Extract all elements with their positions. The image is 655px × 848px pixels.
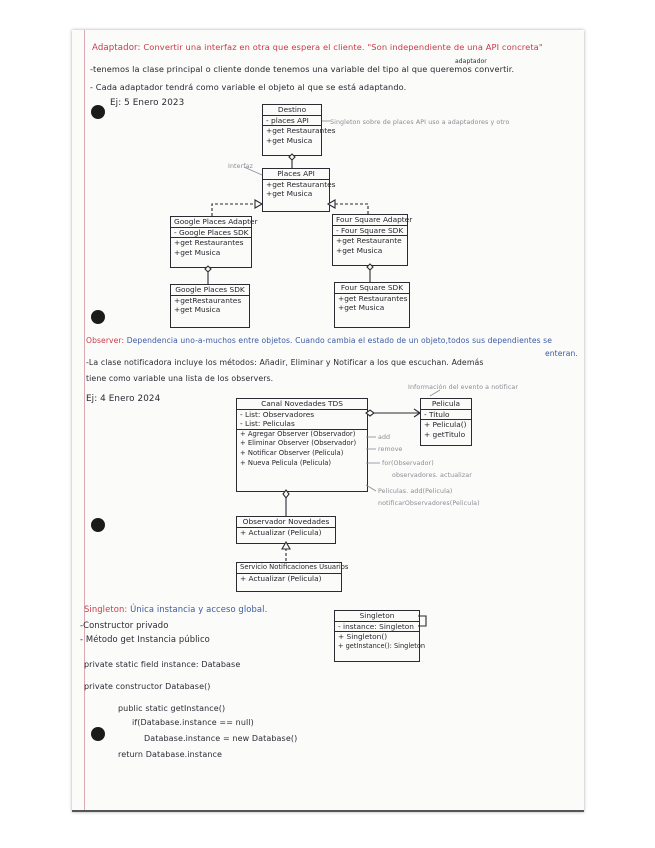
class-method: + getInstance(): Singleton bbox=[338, 641, 426, 650]
class-title: Servicio Notificaciones Usuarios bbox=[240, 563, 349, 571]
class-title: Singleton bbox=[359, 611, 395, 620]
class-method: +get Musica bbox=[266, 189, 313, 199]
class-servicio-notificaciones bbox=[236, 562, 349, 592]
singleton-code-line: private constructor Database() bbox=[84, 682, 211, 691]
class-method: +get Restaurante bbox=[336, 236, 402, 246]
observer-note: observadores. actualizar bbox=[392, 472, 472, 479]
class-foursquare-adapter bbox=[332, 214, 413, 266]
adapter-note-interface: Interfaz bbox=[228, 163, 253, 170]
class-method: + Notificar Observer (Pelicula) bbox=[240, 448, 344, 457]
class-title: Google Places SDK bbox=[175, 285, 245, 294]
singleton-code-line: public static getInstance() bbox=[118, 704, 226, 713]
singleton-code-line: return Database.instance bbox=[118, 750, 223, 759]
class-method: +get Restaurantes bbox=[266, 126, 336, 136]
singleton-definition: Única instancia y acceso global. bbox=[130, 604, 268, 614]
class-method: + Actualizar (Pelicula) bbox=[240, 573, 322, 583]
class-destino bbox=[262, 104, 336, 156]
class-attribute: - Four Square SDK bbox=[336, 225, 404, 235]
class-title: Observador Novedades bbox=[242, 517, 330, 526]
class-method: +get Musica bbox=[174, 305, 221, 315]
singleton-code-line: private static field instance: Database bbox=[84, 660, 241, 669]
class-method: + Actualizar (Pelicula) bbox=[240, 527, 322, 537]
class-attribute: - Titulo bbox=[424, 409, 450, 419]
margin-line bbox=[84, 30, 85, 810]
class-attribute: - instance: Singleton bbox=[338, 621, 414, 631]
adapter-line2: - Cada adaptador tendrá como variable el objeto al que se está adaptando. bbox=[90, 82, 407, 92]
class-observador-novedades bbox=[236, 516, 336, 544]
observer-definition-end: enteran. bbox=[545, 349, 578, 358]
class-method: + Nueva Pelicula (Pelicula) bbox=[240, 458, 332, 467]
class-title: Google Places Adapter bbox=[174, 217, 258, 226]
class-attribute: - List: Observadores bbox=[240, 409, 315, 419]
class-method: + Eliminar Observer (Observador) bbox=[240, 439, 357, 448]
class-method: +get Restaurantes bbox=[174, 238, 244, 248]
class-method: +get Musica bbox=[174, 247, 221, 257]
class-method: + Agregar Observer (Observador) bbox=[240, 429, 356, 438]
adapter-definition: Convertir una interfaz en otra que espera el cliente. "Son independiente de una API concreta" bbox=[143, 42, 543, 52]
class-method: + getTitulo bbox=[424, 429, 466, 439]
class-title: Pelicula bbox=[431, 399, 461, 408]
class-title: Four Square Adapter bbox=[336, 215, 413, 224]
class-pelicula bbox=[420, 398, 472, 446]
observer-line2: tiene como variable una lista de los observers. bbox=[86, 374, 274, 383]
punch-hole bbox=[91, 727, 105, 741]
singleton-line2: - Método get Instancia público bbox=[80, 634, 210, 644]
observer-note: Peliculas. add(Pelicula) bbox=[378, 488, 453, 495]
class-title: Four Square SDK bbox=[340, 283, 404, 292]
class-canal-novedades bbox=[236, 398, 368, 492]
singleton-section bbox=[84, 604, 267, 614]
observer-note-info: Información del evento a notificar bbox=[408, 384, 519, 391]
singleton-line1: -Constructor privado bbox=[80, 620, 169, 630]
class-method: + Pelicula() bbox=[424, 420, 467, 430]
class-method: +get Restaurantes bbox=[266, 179, 336, 189]
punch-hole bbox=[91, 310, 105, 324]
class-title: Canal Novedades TDS bbox=[261, 399, 343, 408]
class-method: +getRestaurantes bbox=[174, 295, 242, 305]
class-method: +get Restaurantes bbox=[338, 293, 408, 303]
class-title: Places API bbox=[277, 169, 315, 178]
observer-note: remove bbox=[378, 446, 403, 453]
adapter-line1-superscript: adaptador bbox=[455, 58, 487, 65]
observer-example: Ej: 4 Enero 2024 bbox=[86, 394, 161, 404]
observer-line1: -La clase notificadora incluye los métodos: Añadir, Eliminar y Notificar a los que escuchan. Además bbox=[86, 358, 484, 367]
observer-section bbox=[86, 336, 552, 345]
class-places-api bbox=[262, 168, 336, 212]
adapter-heading: Adaptador: bbox=[92, 43, 141, 53]
class-method: +get Musica bbox=[338, 303, 385, 313]
adapter-note-singleton: Singleton sobre de places API uso a adaptadores y otro bbox=[330, 119, 510, 126]
singleton-code-line: Database.instance = new Database() bbox=[144, 734, 298, 743]
adapter-example: Ej: 5 Enero 2023 bbox=[110, 98, 185, 108]
class-method: +get Musica bbox=[336, 245, 383, 255]
class-attribute: - places API bbox=[266, 115, 309, 125]
adapter-section bbox=[92, 42, 543, 53]
adapter-line1: -tenemos la clase principal o cliente donde tenemos una variable del tipo al que queremos convertir. bbox=[90, 64, 515, 74]
observer-heading: Observer: bbox=[86, 336, 125, 345]
observer-note: for(Observador) bbox=[382, 460, 434, 467]
class-foursquare-sdk bbox=[334, 282, 410, 328]
observer-note: add bbox=[378, 434, 391, 441]
class-method: +get Musica bbox=[266, 135, 313, 145]
observer-definition: Dependencia uno-a-muchos entre objetos. Cuando cambia el estado de un objeto,todos sus dependientes se bbox=[126, 336, 552, 345]
class-google-places-sdk bbox=[170, 284, 250, 328]
class-attribute: - List: Peliculas bbox=[240, 419, 295, 429]
observer-note: notificarObservadores(Pelicula) bbox=[378, 500, 480, 507]
punch-hole bbox=[91, 518, 105, 532]
class-method: + Singleton() bbox=[338, 632, 388, 642]
singleton-heading: Singleton: bbox=[84, 604, 128, 614]
class-singleton bbox=[334, 610, 426, 662]
class-attribute: - Google Places SDK bbox=[174, 227, 249, 237]
class-title: Destino bbox=[277, 105, 307, 114]
class-google-places-adapter bbox=[170, 216, 258, 268]
punch-hole bbox=[91, 105, 105, 119]
singleton-code-line: if(Database.instance == null) bbox=[132, 718, 254, 727]
